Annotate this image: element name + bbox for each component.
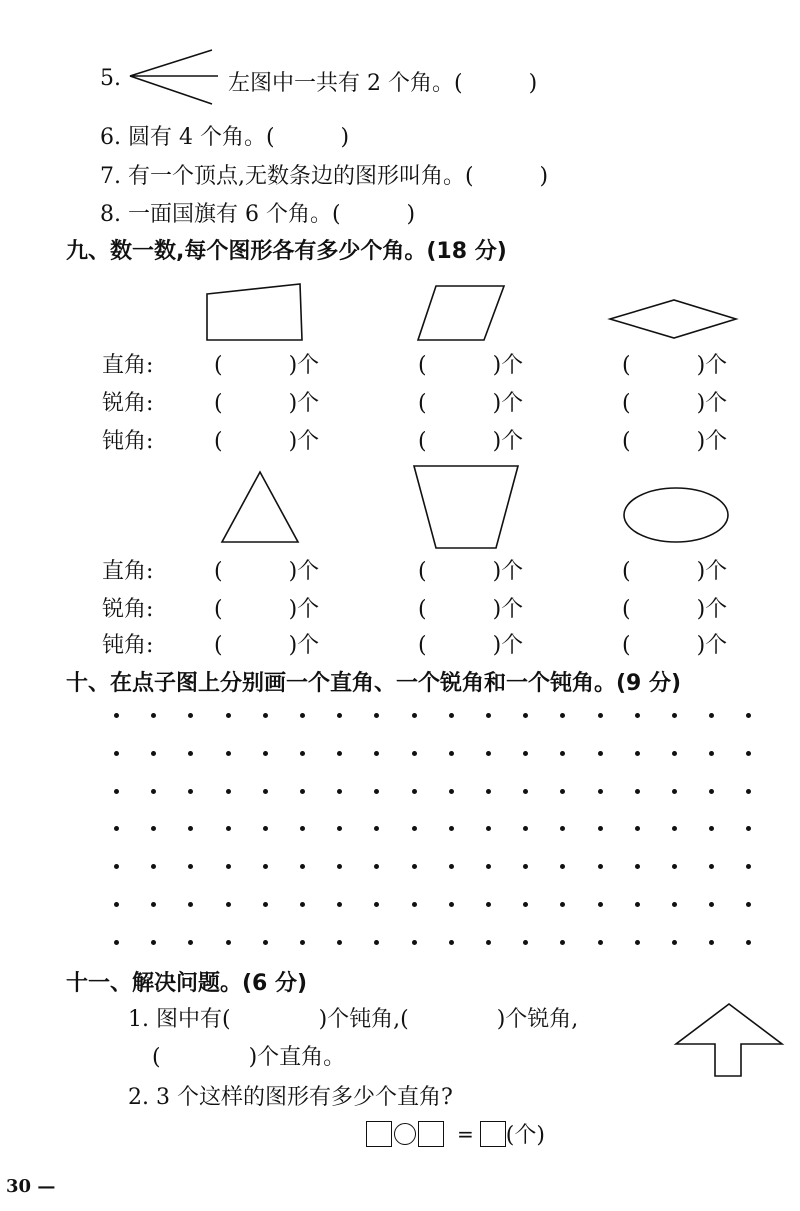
- grid-dot: [523, 902, 528, 907]
- grid-dot: [746, 826, 751, 831]
- grid-dot: [151, 826, 156, 831]
- grid-dot: [374, 751, 379, 756]
- section10-title: 十、在点子图上分别画一个直角、一个锐角和一个钝角。(9 分): [66, 671, 682, 696]
- q5-text: 左图中一共有 2 个角。( ): [228, 71, 538, 96]
- grid-dot: [523, 713, 528, 718]
- angle-figure-icon: [128, 48, 220, 108]
- answer-blank[interactable]: ( )个: [214, 559, 320, 584]
- ellipse-icon: [622, 486, 732, 546]
- q11-1-line2: ( )个直角。: [152, 1045, 346, 1070]
- grid-dot: [598, 864, 603, 869]
- grid-dot: [188, 713, 193, 718]
- grid-dot: [374, 789, 379, 794]
- grid-dot: [226, 751, 231, 756]
- grid-dot: [598, 789, 603, 794]
- grid-dot: [486, 751, 491, 756]
- grid-dot: [746, 940, 751, 945]
- q11-1-line1: 1. 图中有( )个钝角,( )个锐角,: [128, 1007, 579, 1032]
- grid-dot: [114, 902, 119, 907]
- grid-dot: [114, 864, 119, 869]
- grid-dot: [560, 826, 565, 831]
- answer-blank[interactable]: ( )个: [214, 391, 320, 416]
- grid-dot: [151, 902, 156, 907]
- grid-dot: [635, 826, 640, 831]
- grid-dot: [523, 751, 528, 756]
- grid-dot: [672, 713, 677, 718]
- grid-dot: [300, 789, 305, 794]
- grid-dot: [337, 751, 342, 756]
- grid-dot: [300, 940, 305, 945]
- grid-dot: [374, 864, 379, 869]
- grid-dot: [486, 940, 491, 945]
- equation-box[interactable]: [366, 1121, 392, 1147]
- grid-dot: [151, 751, 156, 756]
- grid-dot: [709, 826, 714, 831]
- grid-dot: [449, 864, 454, 869]
- grid-dot: [746, 902, 751, 907]
- answer-blank[interactable]: ( )个: [418, 353, 524, 378]
- q7-text: 7. 有一个顶点,无数条边的图形叫角。( ): [100, 164, 549, 189]
- grid-dot: [746, 789, 751, 794]
- grid-dot: [709, 751, 714, 756]
- grid-dot: [412, 751, 417, 756]
- grid-dot: [412, 902, 417, 907]
- label-right-angle: 直角:: [102, 559, 154, 584]
- equation-unit: (个): [505, 1123, 545, 1148]
- grid-dot: [188, 789, 193, 794]
- grid-dot: [486, 789, 491, 794]
- answer-blank[interactable]: ( )个: [418, 597, 524, 622]
- grid-dot: [226, 864, 231, 869]
- grid-dot: [188, 826, 193, 831]
- answer-blank[interactable]: ( )个: [214, 429, 320, 454]
- answer-blank[interactable]: ( )个: [418, 429, 524, 454]
- arrow-up-icon: [674, 1002, 786, 1080]
- grid-dot: [263, 713, 268, 718]
- grid-dot: [300, 713, 305, 718]
- grid-dot: [374, 713, 379, 718]
- grid-dot: [598, 826, 603, 831]
- grid-dot: [635, 789, 640, 794]
- grid-dot: [449, 751, 454, 756]
- grid-dot: [709, 902, 714, 907]
- grid-dot: [374, 826, 379, 831]
- equals-sign: =: [457, 1121, 474, 1146]
- equation-box[interactable]: [418, 1121, 444, 1147]
- grid-dot: [560, 713, 565, 718]
- grid-dot: [746, 713, 751, 718]
- equation-operator-circle[interactable]: [394, 1123, 416, 1145]
- grid-dot: [226, 713, 231, 718]
- grid-dot: [374, 902, 379, 907]
- grid-dot: [449, 713, 454, 718]
- grid-dot: [598, 713, 603, 718]
- parallelogram-icon: [416, 284, 506, 342]
- grid-dot: [635, 864, 640, 869]
- grid-dot: [709, 789, 714, 794]
- page-number: 30 —: [6, 1176, 56, 1197]
- grid-dot: [598, 940, 603, 945]
- label-acute-angle: 锐角:: [102, 597, 154, 622]
- grid-dot: [523, 789, 528, 794]
- grid-dot: [449, 902, 454, 907]
- grid-dot: [412, 826, 417, 831]
- grid-dot: [263, 789, 268, 794]
- grid-dot: [486, 864, 491, 869]
- q6-text: 6. 圆有 4 个角。( ): [100, 125, 350, 150]
- grid-dot: [672, 864, 677, 869]
- grid-dot: [635, 902, 640, 907]
- grid-dot: [486, 713, 491, 718]
- grid-dot: [188, 864, 193, 869]
- grid-dot: [114, 826, 119, 831]
- grid-dot: [188, 940, 193, 945]
- grid-dot: [114, 751, 119, 756]
- answer-blank[interactable]: ( )个: [622, 597, 728, 622]
- label-obtuse-angle: 钝角:: [102, 429, 154, 454]
- grid-dot: [412, 940, 417, 945]
- label-right-angle: 直角:: [102, 353, 154, 378]
- answer-blank[interactable]: ( )个: [214, 633, 320, 658]
- grid-dot: [523, 864, 528, 869]
- answer-blank[interactable]: ( )个: [622, 391, 728, 416]
- isosceles-trapezoid-icon: [412, 464, 520, 550]
- grid-dot: [598, 902, 603, 907]
- grid-dot: [337, 902, 342, 907]
- grid-dot: [114, 940, 119, 945]
- grid-dot: [263, 940, 268, 945]
- q8-text: 8. 一面国旗有 6 个角。( ): [100, 202, 416, 227]
- equation: [366, 1118, 545, 1149]
- grid-dot: [560, 902, 565, 907]
- grid-dot: [337, 864, 342, 869]
- grid-dot: [263, 864, 268, 869]
- grid-dot: [151, 940, 156, 945]
- grid-dot: [337, 789, 342, 794]
- grid-dot: [263, 826, 268, 831]
- answer-blank[interactable]: ( )个: [622, 429, 728, 454]
- grid-dot: [300, 826, 305, 831]
- grid-dot: [672, 940, 677, 945]
- q11-2-text: 2. 3 个这样的图形有多少个直角?: [128, 1085, 453, 1110]
- grid-dot: [188, 751, 193, 756]
- grid-dot: [114, 789, 119, 794]
- grid-dot: [114, 713, 119, 718]
- grid-dot: [746, 864, 751, 869]
- grid-dot: [337, 940, 342, 945]
- label-obtuse-angle: 钝角:: [102, 633, 154, 658]
- grid-dot: [300, 864, 305, 869]
- grid-dot: [263, 751, 268, 756]
- grid-dot: [412, 713, 417, 718]
- grid-dot: [560, 940, 565, 945]
- grid-dot: [672, 826, 677, 831]
- grid-dot: [449, 789, 454, 794]
- grid-dot: [523, 826, 528, 831]
- grid-dot: [412, 789, 417, 794]
- q5-number: 5.: [100, 66, 121, 91]
- grid-dot: [635, 713, 640, 718]
- grid-dot: [486, 902, 491, 907]
- grid-dot: [672, 789, 677, 794]
- grid-dot: [486, 826, 491, 831]
- equation-result-box[interactable]: [480, 1121, 506, 1147]
- label-acute-angle: 锐角:: [102, 391, 154, 416]
- grid-dot: [560, 789, 565, 794]
- grid-dot: [709, 940, 714, 945]
- grid-dot: [151, 713, 156, 718]
- answer-blank[interactable]: ( )个: [622, 559, 728, 584]
- grid-dot: [374, 940, 379, 945]
- grid-dot: [226, 940, 231, 945]
- answer-blank[interactable]: ( )个: [418, 391, 524, 416]
- grid-dot: [226, 826, 231, 831]
- grid-dot: [226, 902, 231, 907]
- section9-title: 九、数一数,每个图形各有多少个角。(18 分): [66, 239, 507, 264]
- grid-dot: [300, 902, 305, 907]
- trapezoid-right-icon: [204, 282, 304, 344]
- grid-dot: [449, 940, 454, 945]
- grid-dot: [188, 902, 193, 907]
- answer-blank[interactable]: ( )个: [418, 633, 524, 658]
- grid-dot: [746, 751, 751, 756]
- triangle-icon: [220, 470, 300, 544]
- grid-dot: [560, 751, 565, 756]
- grid-dot: [151, 789, 156, 794]
- grid-dot: [300, 751, 305, 756]
- grid-dot: [709, 864, 714, 869]
- rhombus-icon: [608, 298, 738, 340]
- grid-dot: [412, 864, 417, 869]
- grid-dot: [672, 902, 677, 907]
- answer-blank[interactable]: ( )个: [622, 633, 728, 658]
- grid-dot: [449, 826, 454, 831]
- grid-dot: [672, 751, 677, 756]
- grid-dot: [709, 713, 714, 718]
- grid-dot: [560, 864, 565, 869]
- answer-blank[interactable]: ( )个: [622, 353, 728, 378]
- grid-dot: [337, 713, 342, 718]
- grid-dot: [226, 789, 231, 794]
- grid-dot: [635, 940, 640, 945]
- section11-title: 十一、解决问题。(6 分): [66, 971, 308, 996]
- answer-blank[interactable]: ( )个: [214, 597, 320, 622]
- answer-blank[interactable]: ( )个: [214, 353, 320, 378]
- grid-dot: [598, 751, 603, 756]
- grid-dot: [635, 751, 640, 756]
- grid-dot: [337, 826, 342, 831]
- grid-dot: [151, 864, 156, 869]
- answer-blank[interactable]: ( )个: [418, 559, 524, 584]
- grid-dot: [263, 902, 268, 907]
- grid-dot: [523, 940, 528, 945]
